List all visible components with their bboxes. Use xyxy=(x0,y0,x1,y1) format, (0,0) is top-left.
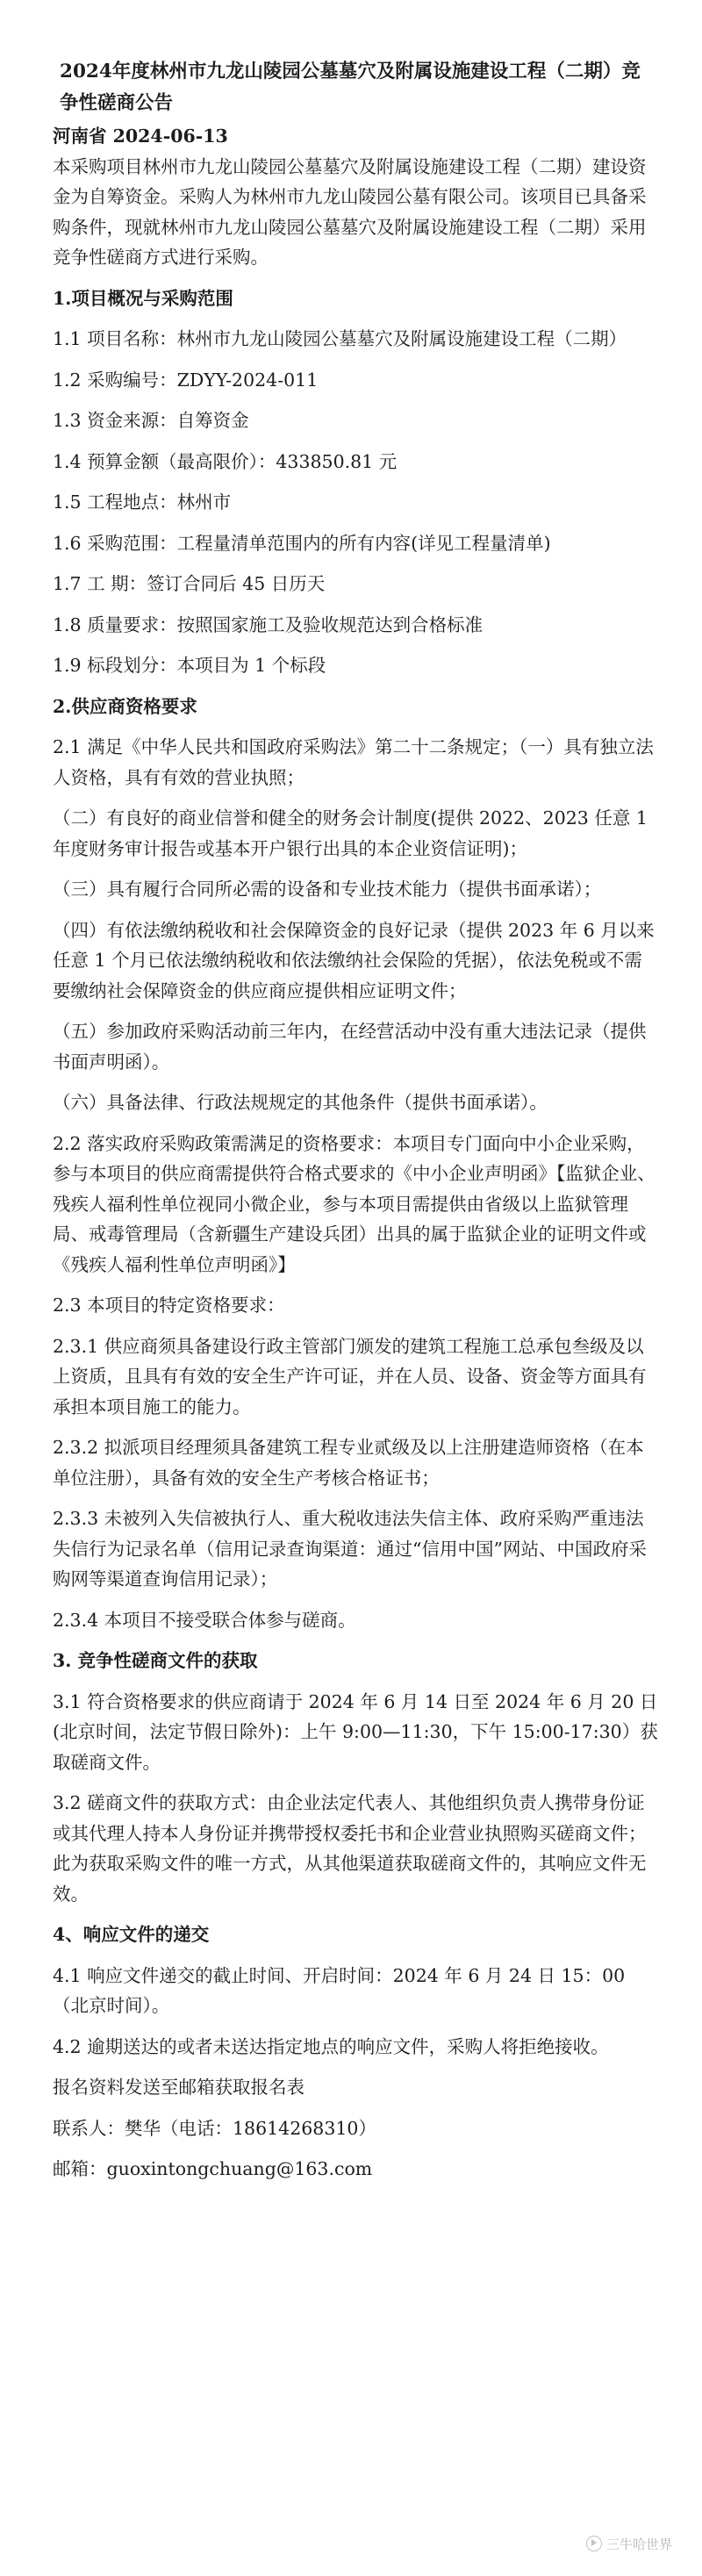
item-2-1-3: （三）具有履行合同所必需的设备和专业技术能力（提供书面承诺）； xyxy=(53,879,602,900)
item-1-6: 1.6 采购范围：工程量清单范围内的所有内容(详见工程量清单) xyxy=(53,532,551,554)
item-3-2: 3.2 磋商文件的获取方式：由企业法定代表人、其他组织负责人携带身份证或其代理人持本人身份证并携带授权委托书和企业营业执照购买磋商文件；此为获取采购文件的唯一方式，从其他渠道获取磋商文件的，其响应文件无效。 xyxy=(53,1792,647,1905)
email-line: 邮箱：guoxintongchuang@163.com xyxy=(53,2158,373,2179)
item-2-1-6: （六）具备法律、行政法规规定的其他条件（提供书面承诺）。 xyxy=(53,1092,548,1113)
item-1-1: 1.1 项目名称：林州市九龙山陵园公墓墓穴及附属设施建设工程（二期） xyxy=(53,328,627,349)
announcement-title: 2024年度林州市九龙山陵园公墓墓穴及附属设施建设工程（二期）竞争性磋商公告 xyxy=(60,61,641,114)
item-1-5: 1.5 工程地点：林州市 xyxy=(53,492,232,513)
section-heading-2: 2.供应商资格要求 xyxy=(53,695,197,717)
item-2-2: 2.2 落实政府采购政策需满足的资格要求：本项目专门面向中小企业采购，参与本项目的供应商需提供符合格式要求的《中小企业声明函》【监狱企业、残疾人福利性单位视同小微企业，参与本项目需提供由省级以上监狱管理局、戒毒管理局（含新疆生产建设兵团）出具的属于监狱企业的证明文件或《残疾人福利性单位声明函》】 xyxy=(53,1132,655,1275)
item-3-1: 3.1 符合资格要求的供应商请于 2024 年 6 月 14 日至 2024 年 6 月 20 日(北京时间，法定节假日除外)：上午 9:00—11:30，下午 15:00-17:30）获取磋商文件。 xyxy=(53,1690,658,1773)
section-heading-3: 3. 竞争性磋商文件的获取 xyxy=(53,1650,258,1671)
item-2-3-2: 2.3.2 拟派项目经理须具备建筑工程专业贰级及以上注册建造师资格（在本单位注册），具备有效的安全生产考核合格证书； xyxy=(53,1437,644,1489)
item-1-3: 1.3 资金来源：自筹资金 xyxy=(53,410,249,431)
section-heading-1: 1.项目概况与采购范围 xyxy=(53,287,233,309)
item-1-4: 1.4 预算金额（最高限价）：433850.81 元 xyxy=(53,450,398,472)
section-heading-4: 4、响应文件的递交 xyxy=(53,1924,210,1945)
item-1-2: 1.2 采购编号：ZDYY-2024-011 xyxy=(53,369,319,391)
registration-note: 报名资料发送至邮箱获取报名表 xyxy=(53,2077,304,2098)
item-2-3-4: 2.3.4 本项目不接受联合体参与磋商。 xyxy=(53,1609,356,1631)
item-2-3-3: 2.3.3 未被列入失信被执行人、重大税收违法失信主体、政府采购严重违法失信行为记录名单（信用记录查询渠道：通过“信用中国”网站、中国政府采购网等渠道查询信用记录）； xyxy=(53,1508,647,1589)
item-2-3: 2.3 本项目的特定资格要求： xyxy=(53,1295,285,1316)
item-2-3-1: 2.3.1 供应商须具备建设行政主管部门颁发的建筑工程施工总承包叁级及以上资质，且具有有效的安全生产许可证，并在人员、设备、资金等方面具有承担本项目施工的能力。 xyxy=(53,1335,647,1417)
item-2-1-2: （二）有良好的商业信誉和健全的财务会计制度(提供 2022、2023 任意 1 年度财务审计报告或基本开户银行出具的本企业资信证明)； xyxy=(53,807,648,859)
contact-line: 联系人：樊华（电话：18614268310） xyxy=(53,2117,376,2139)
watermark xyxy=(586,2535,672,2553)
item-4-1: 4.1 响应文件递交的截止时间、开启时间：2024 年 6 月 24 日 15：00（北京时间）。 xyxy=(53,1964,626,2016)
item-1-8: 1.8 质量要求：按照国家施工及验收规范达到合格标准 xyxy=(53,614,484,635)
intro-paragraph: 本采购项目林州市九龙山陵园公墓墓穴及附属设施建设工程（二期）建设资金为自筹资金。采购人为林州市九龙山陵园公墓有限公司。该项目已具备采购条件，现就林州市九龙山陵园公墓墓穴及附属设施建设工程（二期）采用竞争性磋商方式进行采购。 xyxy=(53,155,647,268)
item-2-1-5: （五）参加政府采购活动前三年内，在经营活动中没有重大违法记录（提供书面声明函）。 xyxy=(53,1021,647,1073)
item-4-2: 4.2 逾期送达的或者未送达指定地点的响应文件，采购人将拒绝接收。 xyxy=(53,2035,609,2057)
item-2-1: 2.1 满足《中华人民共和国政府采购法》第二十二条规定；（一）具有独立法人资格，具有有效的营业执照； xyxy=(53,736,654,788)
item-1-7: 1.7 工 期：签订合同后 45 日历天 xyxy=(53,573,326,594)
watermark-text: 三牛哈世界 xyxy=(605,2537,672,2552)
location-date: 河南省 2024-06-13 xyxy=(53,126,228,147)
item-2-1-4: （四）有依法缴纳税收和社会保障资金的良好记录（提供 2023 年 6 月以来任意 1 个月已依法缴纳税收和依法缴纳社会保险的凭据），依法免税或不需要缴纳社会保障资金的供应商应提供相应证明文件； xyxy=(53,919,655,1001)
play-icon xyxy=(586,2536,602,2551)
item-1-9: 1.9 标段划分：本项目为 1 个标段 xyxy=(53,655,326,676)
